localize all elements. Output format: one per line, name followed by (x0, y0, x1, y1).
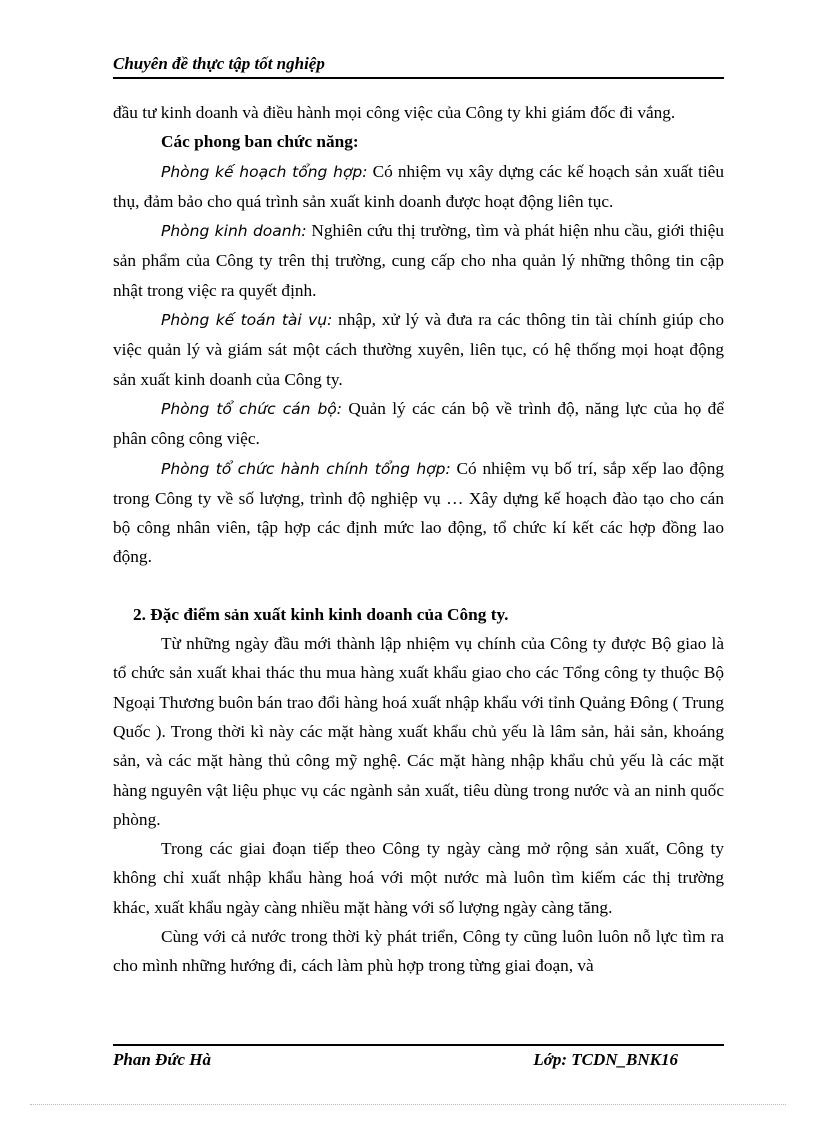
header-title: Chuyên đề thực tập tốt nghiệp (113, 54, 325, 73)
header-rule (113, 77, 724, 79)
paragraph-planning-dept (113, 157, 724, 217)
departments-heading: Các phong ban chức năng: (161, 132, 359, 152)
paragraph-intro: đầu tư kinh doanh và điều hành mọi công việc của Công ty khi giám đốc đi vắng. (113, 103, 676, 122)
dept-label-personnel: Phòng tổ chức cán bộ: (161, 399, 343, 418)
paragraph-expansion: Trong các giai đoạn tiếp theo Công ty ngày càng mở rộng sản xuất, Công ty không chỉ xuất nhập khẩu hàng hoá với một nước mà luôn tìm kiếm các thị trường khác, xuất khẩu ngày càng nhiều mặt hàng với số lượng ngày càng tăng. (113, 839, 724, 917)
paragraph-accounting-dept (113, 305, 724, 394)
dept-text-planning: Có nhiệm vụ xây dựng các kế hoạch sản xuất tiêu thụ, đảm bảo cho quá trình sản xuất kinh doanh được hoạt động liên tục. (113, 161, 724, 211)
page-bottom-divider (30, 1104, 786, 1105)
footer-class: Lớp: TCDN_BNK16 (533, 1050, 678, 1069)
dept-text-admin: Có nhiệm vụ bố trí, sắp xếp lao động trong Công ty về số lượng, trình độ nghiệp vụ … Xây dựng kế hoạch đào tạo cho cán bộ công nhân viên, tập hợp các định mức lao động, tổ chức kí kết các hợp đồng lao động. (113, 458, 724, 567)
page-header (113, 52, 724, 79)
footer-author: Phan Đức Hà (113, 1050, 212, 1069)
dept-label-business: Phòng kinh doanh: (161, 222, 307, 241)
dept-label-admin: Phòng tổ chức hành chính tổng hợp: (161, 459, 451, 478)
section-heading: 2. Đặc điểm sản xuất kinh kinh doanh của Công ty. (133, 604, 509, 624)
paragraph-admin-dept (113, 454, 724, 572)
dept-text-accounting: nhập, xử lý và đưa ra các thông tin tài chính giúp cho việc quản lý và giám sát một cách thường xuyên, liên tục, có hệ thống mọi hoạt động sản xuất kinh doanh của Công ty. (113, 310, 724, 389)
dept-label-planning: Phòng kế hoạch tổng hợp: (161, 162, 368, 181)
dept-text-personnel: Quản lý các cán bộ về trình độ, năng lực của họ để phân công công việc. (113, 398, 724, 449)
dept-text-business: Nghiên cứu thị trường, tìm và phát hiện nhu cầu, giới thiệu sản phẩm của Công ty trên thị trường, cung cấp cho nha quản lý những thông tin cập nhật trong việc ra quyết định. (113, 221, 724, 300)
page-body (113, 98, 724, 981)
page-footer (113, 1044, 724, 1072)
footer-rule (113, 1044, 724, 1046)
paragraph-personnel-dept (113, 394, 724, 454)
dept-label-accounting: Phòng kế toán tài vụ: (161, 311, 333, 330)
paragraph-history: Từ những ngày đầu mới thành lập nhiệm vụ chính của Công ty được Bộ giao là tổ chức sản xuất khai thác thu mua hàng xuất khẩu giao cho các Tổng công ty thuộc Bộ Ngoại Thương buôn bán trao đổi hàng hoá xuất nhập khẩu với tỉnh Quảng Đông ( Trung Quốc ). Trong thời kì này các mặt hàng xuất khẩu chủ yếu là lâm sản, hải sản, khoáng sản, và các mặt hàng thủ công mỹ nghệ. Các mặt hàng nhập khẩu chủ yếu là các mặt hàng nguyên vật liệu phục vụ các ngành sản xuất, tiêu dùng trong nước và an ninh quốc phòng. (113, 634, 724, 829)
paragraph-development: Cùng với cả nước trong thời kỳ phát triển, Công ty cũng luôn luôn nỗ lực tìm ra cho mình những hướng đi, cách làm phù hợp trong từng giai đoạn, và (113, 927, 724, 976)
paragraph-business-dept (113, 216, 724, 305)
